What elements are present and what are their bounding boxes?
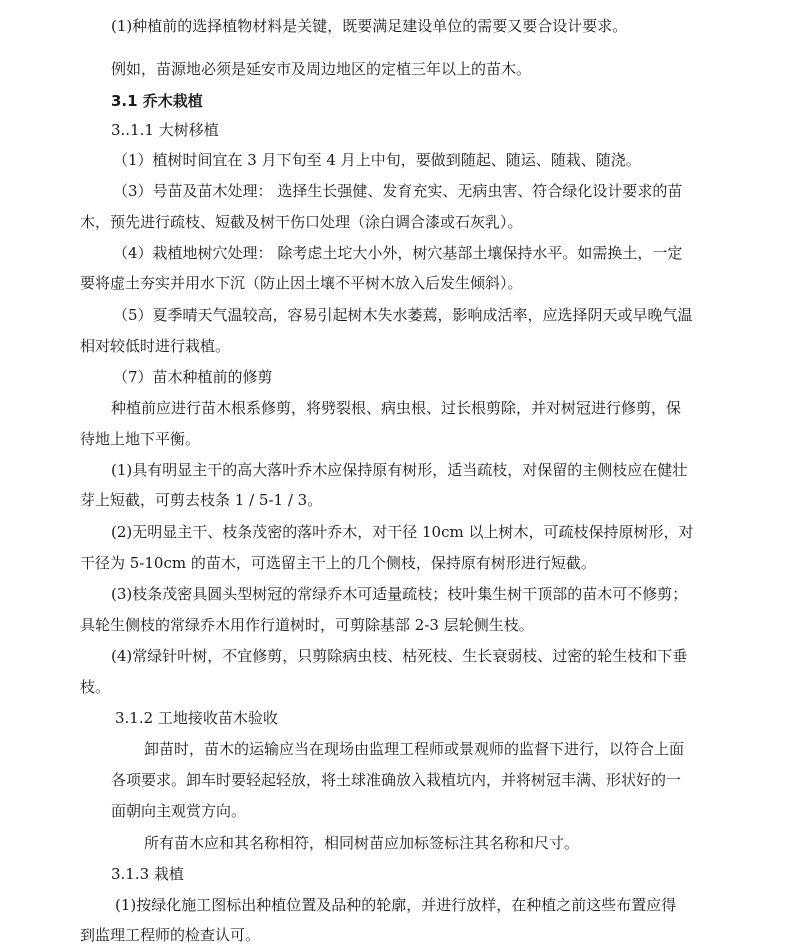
paragraph-line-19: (3)枝条茂密具圆头型树冠的常绿乔木可适量疏枝；枝叶集生树干顶部的苗木可不修剪； xyxy=(111,585,688,603)
paragraph-line-24: 卸苗时，苗木的运输应当在现场由监理工程师或景观师的监督下进行，以符合上面 xyxy=(144,740,685,758)
paragraph-line-7: 木，预先进行疏枝、短截及树干伤口处理（涂白调合漆或石灰乳）。 xyxy=(80,213,523,231)
subsection-heading-3-1-3: 3.1.3 栽植 xyxy=(111,865,184,883)
paragraph-line-15: (1)具有明显主干的高大落叶乔木应保持原有树形，适当疏枝，对保留的主侧枝应在健壮 xyxy=(111,461,688,479)
subsection-heading-3-1-2: 3.1.2 工地接收苗木验收 xyxy=(115,709,278,727)
paragraph-line-18: 干径为 5-10cm 的苗木，可选留主干上的几个侧枝，保持原有树形进行短截。 xyxy=(80,554,596,572)
paragraph-line-29: (1)按绿化施工图标出种植位置及品种的轮廓，并进行放样，在种植之前这些布置应得 xyxy=(115,896,677,914)
paragraph-line-5: （1）植树时间宜在 3 月下旬至 4 月上中旬，要做到随起、随运、随栽、随浇。 xyxy=(113,151,641,169)
section-heading-3-1: 3.1 乔木栽植 xyxy=(111,92,203,110)
paragraph-line-14: 待地上地下平衡。 xyxy=(80,430,201,448)
paragraph-line-25: 各项要求。卸车时要轻起轻放，将土球准确放入栽植坑内，并将树冠丰满、形状好的一 xyxy=(111,771,682,789)
paragraph-line-17: (2)无明显主干、枝条茂密的落叶乔木，对干径 10cm 以上树木，可疏枝保持原树形，对 xyxy=(111,523,694,541)
paragraph-line-13: 种植前应进行苗木根系修剪，将劈裂根、病虫根、过长根剪除，并对树冠进行修剪，保 xyxy=(111,399,682,417)
paragraph-line-27: 所有苗木应和其名称相符，相同树苗应加标签标注其名称和尺寸。 xyxy=(144,834,580,852)
paragraph-line-10: （5）夏季晴天气温较高，容易引起树木失水萎蔫，影响成活率，应选择阴天或早晚气温 xyxy=(113,306,693,324)
subsection-heading-3-1-1: 3..1.1 大树移植 xyxy=(111,121,219,139)
paragraph-line-2: 例如，苗源地必须是延安市及周边地区的定植三年以上的苗木。 xyxy=(111,60,532,78)
paragraph-line-11: 相对较低时进行栽植。 xyxy=(80,337,231,355)
paragraph-line-20: 具轮生侧枝的常绿乔木用作行道树时，可剪除基部 2-3 层轮侧生枝。 xyxy=(80,616,534,634)
paragraph-line-26: 面朝向主观赏方向。 xyxy=(111,802,247,820)
paragraph-line-16: 芽上短截，可剪去枝条 1 / 5-1 / 3。 xyxy=(80,491,323,509)
paragraph-line-6: （3）号苗及苗木处理： 选择生长强健、发育充实、无病虫害、符合绿化设计要求的苗 xyxy=(113,182,683,200)
paragraph-line-22: 枝。 xyxy=(80,678,111,696)
paragraph-line-21: (4)常绿针叶树，不宜修剪，只剪除病虫枝、枯死枝、生长衰弱枝、过密的轮生枝和下垂 xyxy=(111,647,688,665)
paragraph-line-8: （4）栽植地树穴处理： 除考虑土坨大小外，树穴基部土壤保持水平。如需换土，一定 xyxy=(113,244,683,262)
paragraph-line-12: （7）苗木种植前的修剪 xyxy=(113,368,273,386)
paragraph-line-1: (1)种植前的选择植物材料是关键，既要满足建设单位的需要又要合设计要求。 xyxy=(111,17,628,35)
paragraph-line-9: 要将虚土夯实并用水下沉（防止因土壤不平树木放入后发生倾斜）。 xyxy=(80,274,523,292)
paragraph-line-30: 到监理工程师的检查认可。 xyxy=(80,926,261,944)
